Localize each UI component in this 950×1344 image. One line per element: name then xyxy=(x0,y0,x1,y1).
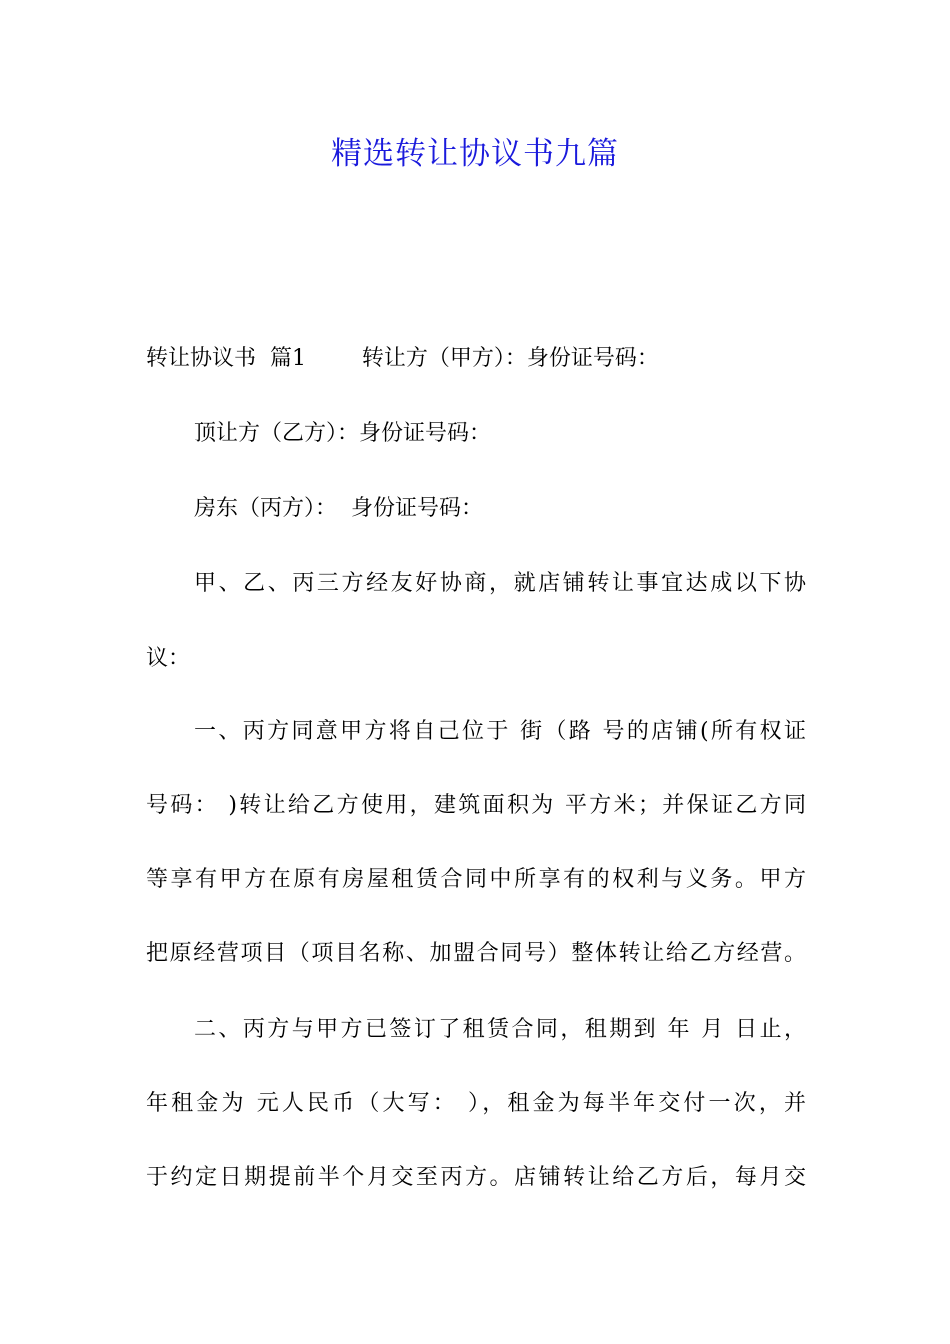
paragraph-line: 顶让方（乙方）：身份证号码： xyxy=(194,421,492,446)
paragraph-line: 转让协议书 篇1 转让方（甲方）：身份证号码： xyxy=(146,346,659,371)
paragraph-line: 把原经营项目（项目名称、加盟合同号）整体转让给乙方经营。 xyxy=(146,941,806,966)
paragraph-line: 房东（丙方）： 身份证号码： xyxy=(194,496,483,521)
paragraph-line: 于约定日期提前半个月交至丙方。店铺转让给乙方后，每月交 xyxy=(146,1165,806,1190)
paragraph-line: 二、丙方与甲方已签订了租赁合同，租期到 年 月 日止， xyxy=(194,1017,806,1042)
paragraph-line: 一、丙方同意甲方将自己位于 街（路 号的店铺(所有权证 xyxy=(194,719,806,744)
paragraph-line: 年租金为 元人民币（大写： ），租金为每半年交付一次，并 xyxy=(146,1091,806,1116)
paragraph-line: 等享有甲方在原有房屋租赁合同中所享有的权利与义务。甲方 xyxy=(146,867,806,892)
paragraph-line: 号码： )转让给乙方使用，建筑面积为 平方米；并保证乙方同 xyxy=(146,793,806,818)
document-title: 精选转让协议书九篇 xyxy=(331,136,619,172)
paragraph-line: 议： xyxy=(146,646,191,671)
paragraph-line: 甲、乙、丙三方经友好协商，就店铺转让事宜达成以下协 xyxy=(194,571,806,596)
